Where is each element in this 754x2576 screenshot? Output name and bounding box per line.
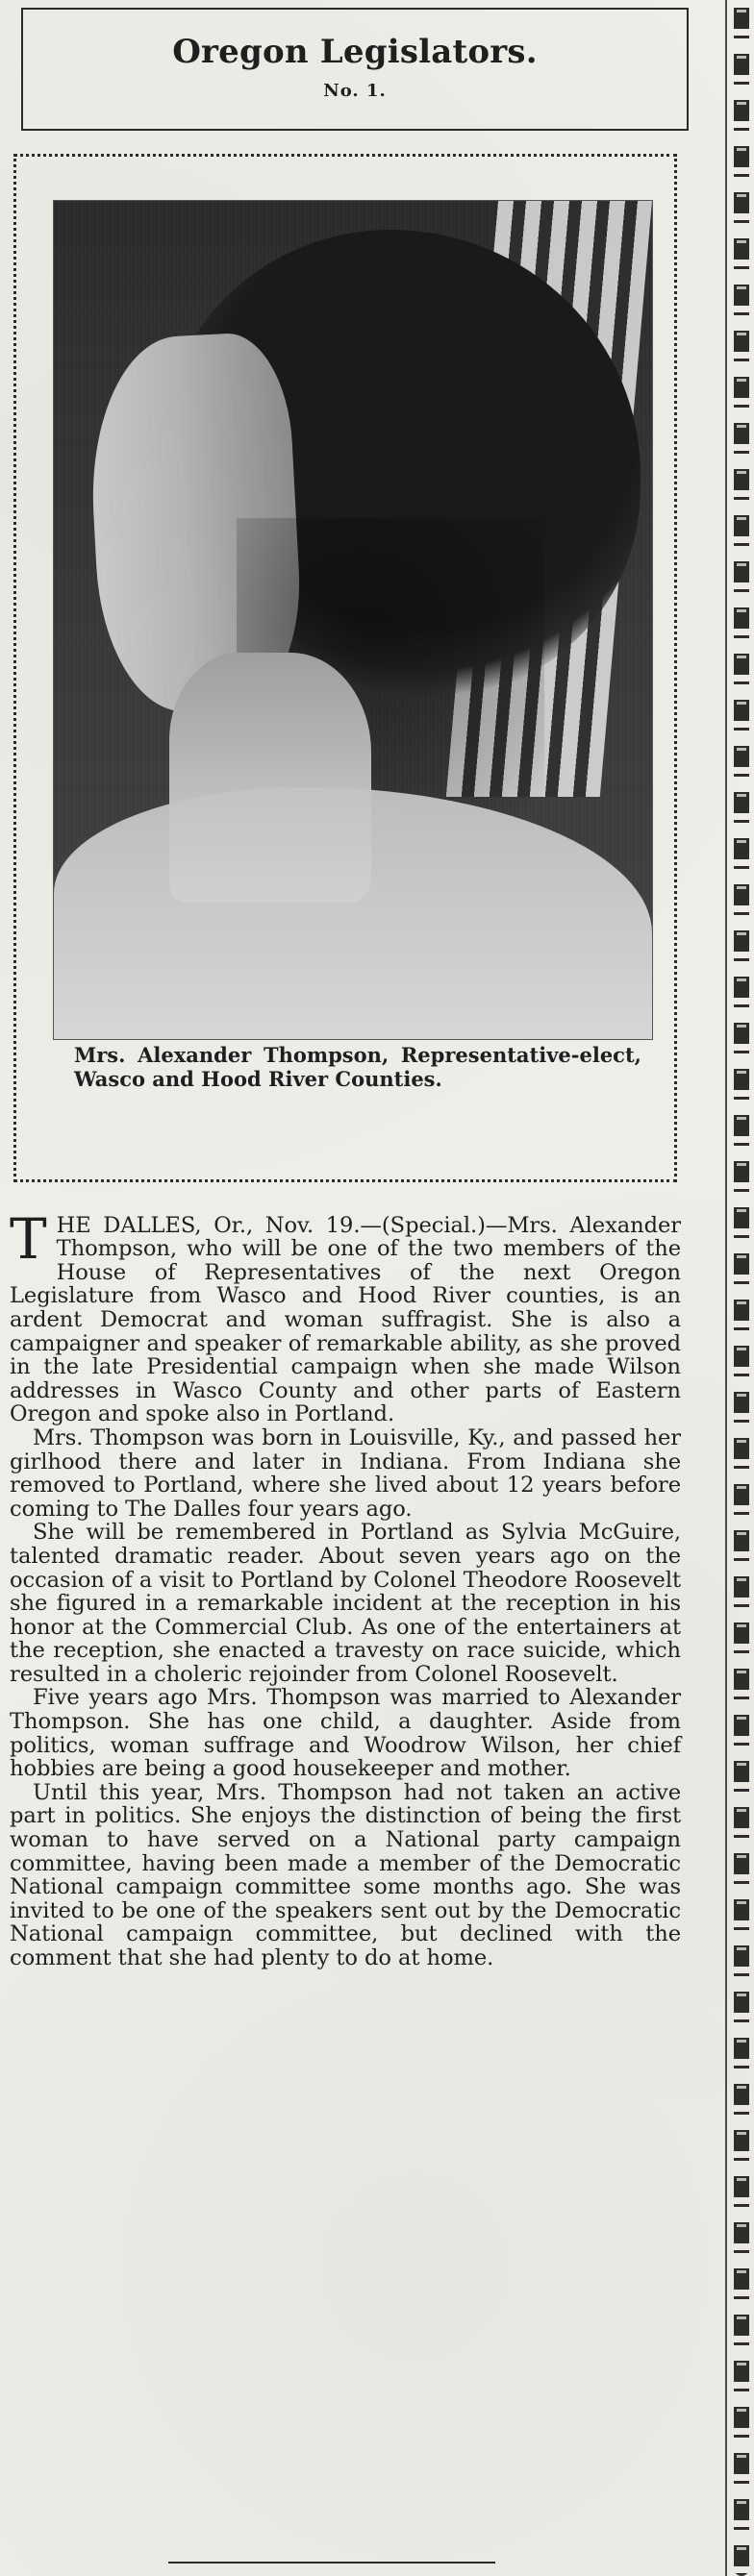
article-paragraph: Until this year, Mrs. Thompson had not taken an active part in politics. She enjoys the distinction of being the first woman to have served on a National party campaign committee, having been made a member of the Democratic National campaign committee some months ago. She was invited to be one of the speakers sent out by the Democratic National campaign committee, but declined with the comment that she had plenty to do at home.	[10, 1779, 681, 1970]
article-paragraph: Five years ago Mrs. Thompson was married to Alexander Thompson. She has one child, a daughter. Aside from politics, woman suffrage and Woodrow Wilson, her chief hobbies are being a good housekeeper and mother.	[10, 1685, 681, 1782]
article-paragraph: Mrs. Thompson was born in Louisville, Ky., and passed her girlhood there and later in Indiana. From Indiana she removed to Portland, where she lived about 12 years before coming to The Dalles four years ago.	[10, 1424, 681, 1522]
article-paragraph	[10, 1190, 681, 1426]
issue-number: No. 1.	[323, 81, 387, 101]
portrait-frame	[13, 154, 677, 1182]
photo-caption: Mrs. Alexander Thompson, Representative-elect, Wasco and Hood River Counties.	[74, 1043, 641, 1091]
article-body	[10, 1190, 681, 1970]
bottom-rule	[168, 2562, 495, 2564]
header-box	[21, 8, 689, 131]
article-paragraph: She will be remembered in Portland as Sylvia McGuire, talented dramatic reader. About seven years ago on the occasion of a visit to Portland by Colonel Theodore Roosevelt she figured in a remarkable incident at the reception in his honor at the Commercial Club. As one of the entertainers at the reception, she enacted a travesty on race suicide, which resulted in a choleric rejoinder from Colonel Roosevelt.	[10, 1520, 681, 1687]
shoulder-shape	[54, 787, 652, 1039]
paragraph-text: HE DALLES, Or., Nov. 19.—(Special.)—Mrs. Alexander Thompson, who will be one of the two members of the House of Representatives of the next Oregon Legislature from Wasco and Hood River counties, is an ardent Democrat and woman suffragist. She is also a campaigner and speaker of remarkable ability, as she proved in the late Presidential campaign when she made Wilson addresses in Wasco County and other parts of Eastern Oregon and spoke also in Portland.	[10, 1212, 681, 1427]
page-title: Oregon Legislators.	[172, 33, 538, 71]
decorative-chain-border	[725, 0, 754, 2576]
drop-cap: T	[10, 1205, 47, 1272]
portrait-image	[53, 200, 653, 1040]
chain-pattern	[734, 0, 749, 2576]
